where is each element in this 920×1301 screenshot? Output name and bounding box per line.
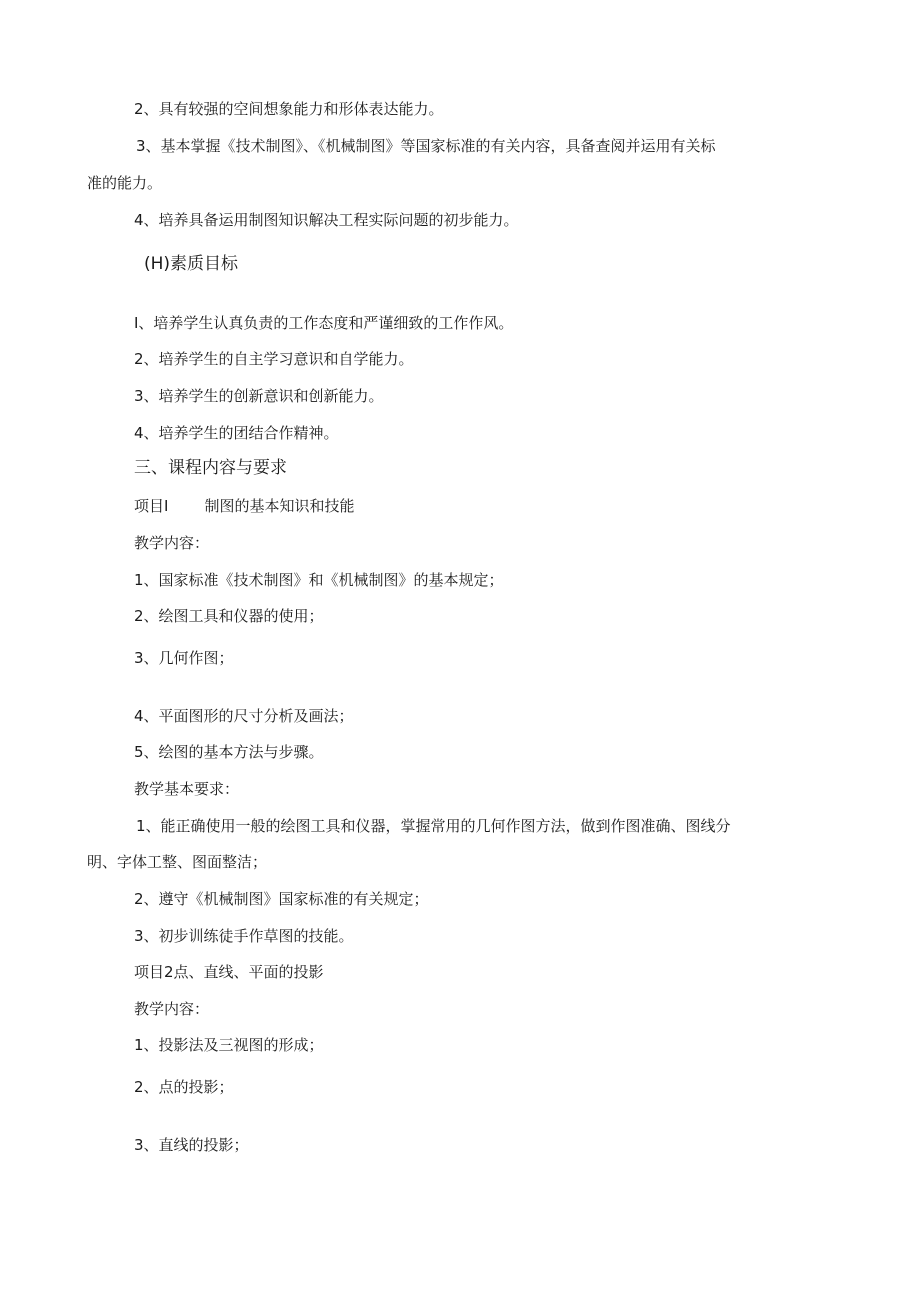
ability-item-2: 2、具有较强的空间想象能力和形体表达能力。	[134, 100, 444, 118]
project-1-content-item-5: 5、绘图的基本方法与步骤。	[134, 743, 324, 761]
ability-item-3-line-1: 3、基本掌握《技术制图》、《机械制图》等国家标准的有关内容，具备查阅并运用有关标	[136, 137, 716, 155]
project-1-content-item-3: 3、几何作图；	[134, 649, 234, 667]
project-2-content-item-1: 1、投影法及三视图的形成；	[134, 1036, 324, 1054]
project-1-content-item-1: 1、国家标准《技术制图》和《机械制图》的基本规定；	[134, 571, 504, 589]
project-1-req-item-2: 2、遵守《机械制图》国家标准的有关规定；	[134, 890, 429, 908]
project-1-title: 制图的基本知识和技能	[204, 497, 355, 515]
course-content-heading: 三、课程内容与要求	[134, 458, 287, 478]
project-1-title-row	[134, 496, 354, 516]
ability-item-4: 4、培养具备运用制图知识解决工程实际问题的初步能力。	[134, 211, 519, 229]
project-2-content-heading: 教学内容：	[134, 1000, 210, 1018]
quality-item-4: 4、培养学生的团结合作精神。	[134, 424, 339, 442]
ability-item-3-line-2: 准的能力。	[87, 174, 163, 192]
project-1-content-item-4: 4、平面图形的尺寸分析及画法；	[134, 707, 354, 725]
project-1-label: 项目I	[134, 497, 169, 515]
quality-goals-heading: (H)素质目标	[144, 254, 239, 274]
project-2-title: 项目2点、直线、平面的投影	[134, 963, 324, 981]
project-2-content-item-3: 3、直线的投影；	[134, 1136, 249, 1154]
quality-item-1: I、培养学生认真负责的工作态度和严谨细致的工作作风。	[134, 314, 514, 332]
project-1-req-item-1-line-1: 1、能正确使用一般的绘图工具和仪器，掌握常用的几何作图方法，做到作图准确、图线分	[136, 817, 731, 835]
project-1-content-item-2: 2、绘图工具和仪器的使用；	[134, 607, 324, 625]
project-2-content-item-2: 2、点的投影；	[134, 1078, 234, 1096]
project-1-requirements-heading: 教学基本要求：	[134, 780, 240, 798]
project-1-req-item-3: 3、初步训练徒手作草图的技能。	[134, 927, 354, 945]
quality-item-3: 3、培养学生的创新意识和创新能力。	[134, 387, 384, 405]
project-1-req-item-1-line-2: 明、字体工整、图面整洁；	[87, 853, 268, 871]
quality-item-2: 2、培养学生的自主学习意识和自学能力。	[134, 350, 414, 368]
project-1-content-heading: 教学内容：	[134, 534, 210, 552]
